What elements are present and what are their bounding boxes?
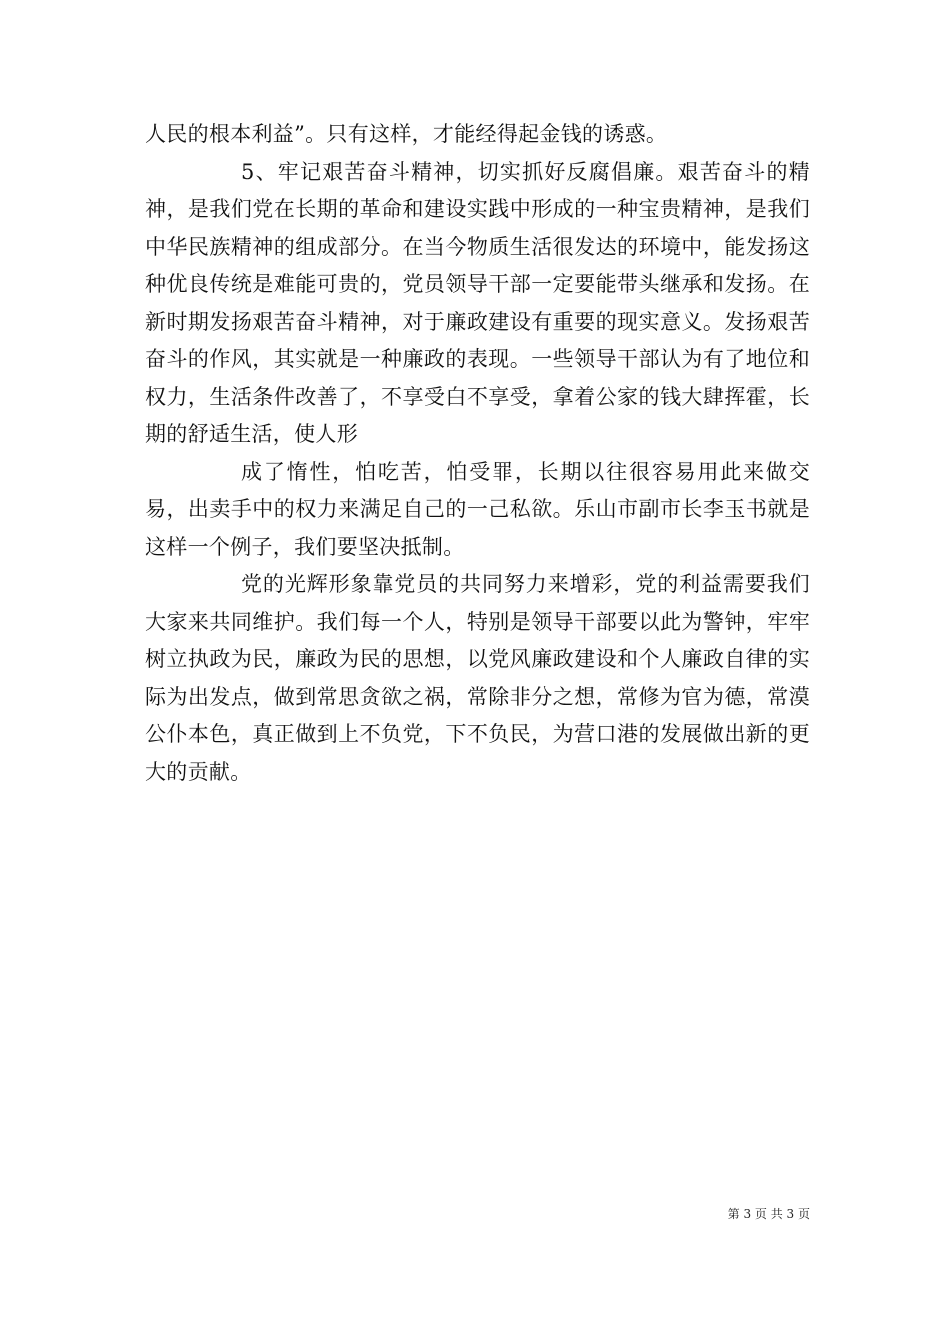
page-number-footer: 第 3 页 共 3 页: [727, 1207, 810, 1221]
paragraph-4: 党的光辉形象靠党员的共同努力来增彩，党的利益需要我们大家来共同维护。我们每一个人，特别是领导干部要以此为警钟，牢牢树立执政为民，廉政为民的思想，以党风廉政建设和个人廉政自律的实际为出发点，做到常思贪欲之祸，常除非分之想，常修为官为德，常漠公仆本色，真正做到上不负党，下不负民，为营口港的发展做出新的更大的贡献。: [145, 572, 810, 784]
document-body: [145, 116, 810, 791]
paragraph-2: 5、牢记艰苦奋斗精神，切实抓好反腐倡廉。艰苦奋斗的精神，是我们党在长期的革命和建设实践中形成的一种宝贵精神，是我们中华民族精神的组成部分。在当今物质生活很发达的环境中，能发扬这种优良传统是难能可贵的，党员领导干部一定要能带头继承和发扬。在新时期发扬艰苦奋斗精神，对于廉政建设有重要的现实意义。发扬艰苦奋斗的作风，其实就是一种廉政的表现。一些领导干部认为有了地位和权力，生活条件改善了，不享受白不享受，拿着公家的钱大肆挥霍，长期的舒适生活，使人形: [145, 159, 810, 446]
paragraph-3: 成了惰性，怕吃苦，怕受罪，长期以往很容易用此来做交易，出卖手中的权力来满足自己的一己私欲。乐山市副市长李玉书就是这样一个例子，我们要坚决抵制。: [145, 459, 810, 559]
paragraph-1: 人民的根本利益”。只有这样，才能经得起金钱的诱惑。: [145, 122, 668, 146]
